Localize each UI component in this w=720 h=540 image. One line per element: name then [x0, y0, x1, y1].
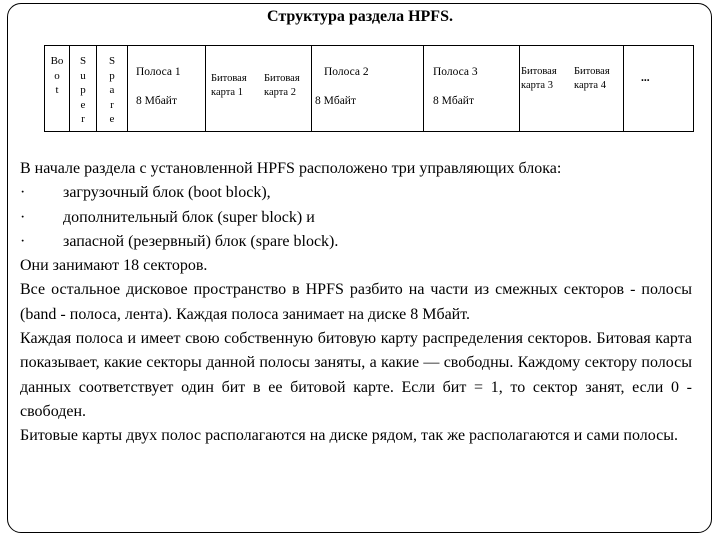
band-3-label: Полоса 3: [433, 66, 478, 78]
bitmap-paragraph: Каждая полоса и имеет свою собственную битовую карту распределения секторов. Битовая карта показывает, какие секторы данной полосы заняты, а какие — свободны. Каждому сектору полосы данных соответствует один бит в ее битовой карте. Если бит = 1, то сектор занят, если 0 - свободен.: [20, 330, 692, 420]
super-letter: r: [81, 113, 85, 125]
bitmap-2-label: карта 2: [264, 87, 296, 98]
body-text: [20, 157, 692, 449]
super-letter: u: [80, 69, 86, 82]
bitmap-1-label: карта 1: [211, 87, 243, 98]
band-2-cell: [312, 46, 424, 131]
continuation-cell: [624, 46, 693, 131]
intro-paragraph: В начале раздела с установленной HPFS расположено три управляющих блока:: [20, 160, 562, 177]
super-letter: S: [79, 55, 87, 67]
bitmap-1-word: Битовая: [211, 73, 247, 84]
bullet-text: загрузочный блок (boot block),: [63, 184, 271, 202]
bitmaps-1-2-cell: [206, 46, 312, 131]
band-3-size: 8 Мбайт: [433, 95, 474, 107]
spare-block-cell: [97, 46, 128, 131]
band-2-size: 8 Мбайт: [315, 95, 356, 107]
bands-paragraph: Все остальное дисковое пространство в HPFS разбито на части из смежных секторов - полосы (band - полоса, лента). Каждая полоса занимает на диске 8 Мбайт.: [20, 281, 692, 323]
ellipsis: ...: [641, 72, 650, 84]
bullet-text: запасной (резервный) блок (spare block).: [63, 232, 339, 250]
bitmaps-3-4-cell: [520, 46, 624, 131]
band-1-cell: [128, 46, 206, 131]
boot-letter: t: [55, 84, 59, 96]
spare-letter: S: [108, 55, 116, 67]
bullet-dot: ·: [20, 232, 26, 250]
adjacent-paragraph: Битовые карты двух полос располагаются на диске рядом, так же располагаются и сами полосы.: [20, 427, 678, 445]
boot-letter: Bo: [50, 55, 64, 67]
band-3-cell: [424, 46, 520, 131]
band-1-label: Полоса 1: [136, 66, 181, 78]
super-letter: p: [80, 84, 86, 96]
boot-block-cell: [45, 46, 70, 131]
bullet-text: дополнительный блок (super block) и: [63, 208, 315, 226]
spare-letter: p: [109, 69, 115, 82]
slide-title: Структура раздела HPFS.: [267, 8, 453, 25]
bullet-item: [20, 181, 692, 205]
spare-letter: e: [109, 113, 115, 125]
sectors-paragraph: Они занимают 18 секторов.: [20, 257, 208, 275]
spare-letter: a: [109, 84, 115, 96]
band-2-label: Полоса 2: [324, 66, 369, 78]
bullet-dot: ·: [20, 184, 26, 202]
hpfs-structure-diagram: [44, 45, 694, 132]
bitmap-3-label: карта 3: [521, 80, 553, 91]
bitmap-4-word: Битовая: [574, 66, 610, 77]
bitmap-4-label: карта 4: [574, 80, 606, 91]
bullet-item: [20, 230, 692, 254]
bitmap-2-word: Битовая: [264, 73, 300, 84]
band-1-size: 8 Мбайт: [136, 95, 177, 107]
super-block-cell: [70, 46, 97, 131]
spare-letter: r: [110, 98, 114, 111]
bitmap-3-word: Битовая: [521, 66, 557, 77]
bullet-item: [20, 206, 692, 230]
super-letter: e: [80, 98, 86, 111]
bullet-dot: ·: [20, 208, 26, 226]
boot-letter: o: [54, 69, 60, 82]
